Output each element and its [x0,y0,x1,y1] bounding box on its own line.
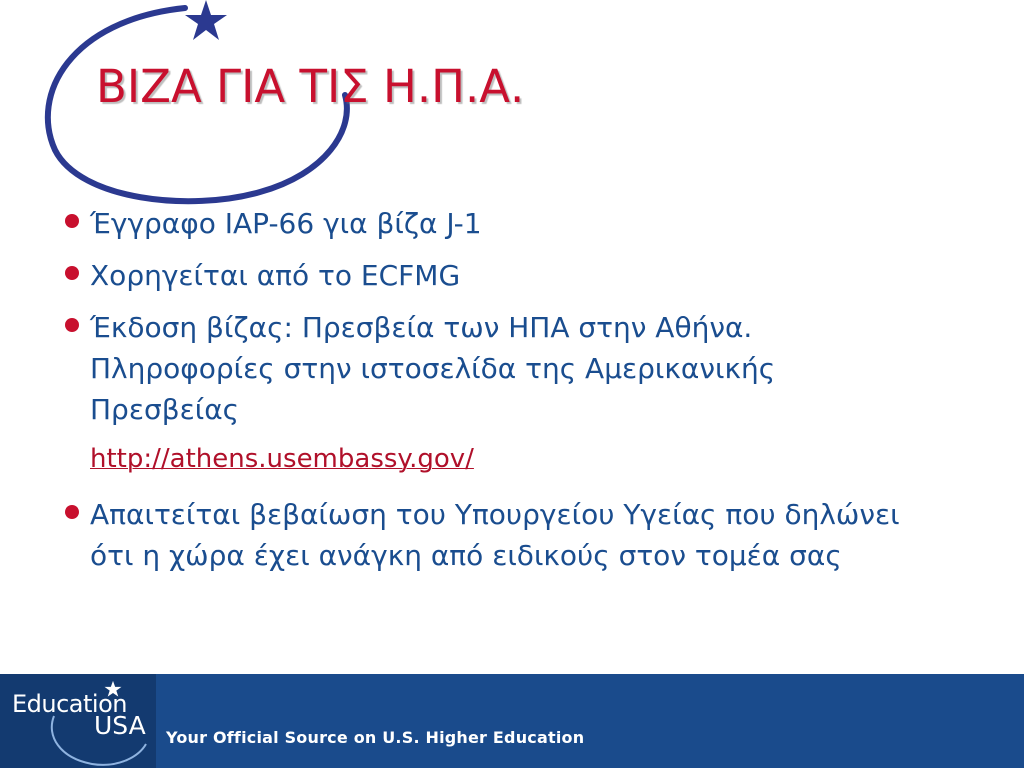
logo-text-education: Education [12,690,127,718]
bullet-dot-icon [65,214,79,228]
slide-title: ΒΙΖΑ ΓΙΑ ΤΙΣ Η.Π.Α. [96,60,525,113]
footer-bar [0,674,1024,768]
embassy-link-line [62,437,922,480]
footer-tagline: Your Official Source on U.S. Higher Education [166,728,585,747]
logo-text-usa: USA [94,711,146,740]
bullet-text: Χορηγείται από το ECFMG [90,259,461,292]
embassy-link[interactable]: http://athens.usembassy.gov/ [90,444,474,474]
bullet-text: Έγγραφο IAP-66 για βίζα J-1 [90,207,482,240]
bullet-item [62,255,922,296]
bullet-item [62,494,922,576]
bullet-item [62,307,922,430]
bullet-dot-icon [65,318,79,332]
bullet-text: Απαιτείται βεβαίωση του Υπουργείου Υγείας που δηλώνει ότι η χώρα έχει ανάγκη από ειδικούς στον τομέα σας [90,498,900,572]
bullet-text: Έκδοση βίζας: Πρεσβεία των ΗΠΑ στην Αθήνα. Πληροφορίες στην ιστοσελίδα της Αμερικανικής Πρεσβείας [90,311,776,426]
educationusa-logo [0,674,156,768]
bullet-list [62,203,922,587]
bullet-item [62,203,922,244]
star-icon [185,0,227,40]
bullet-dot-icon [65,505,79,519]
bullet-dot-icon [65,266,79,280]
